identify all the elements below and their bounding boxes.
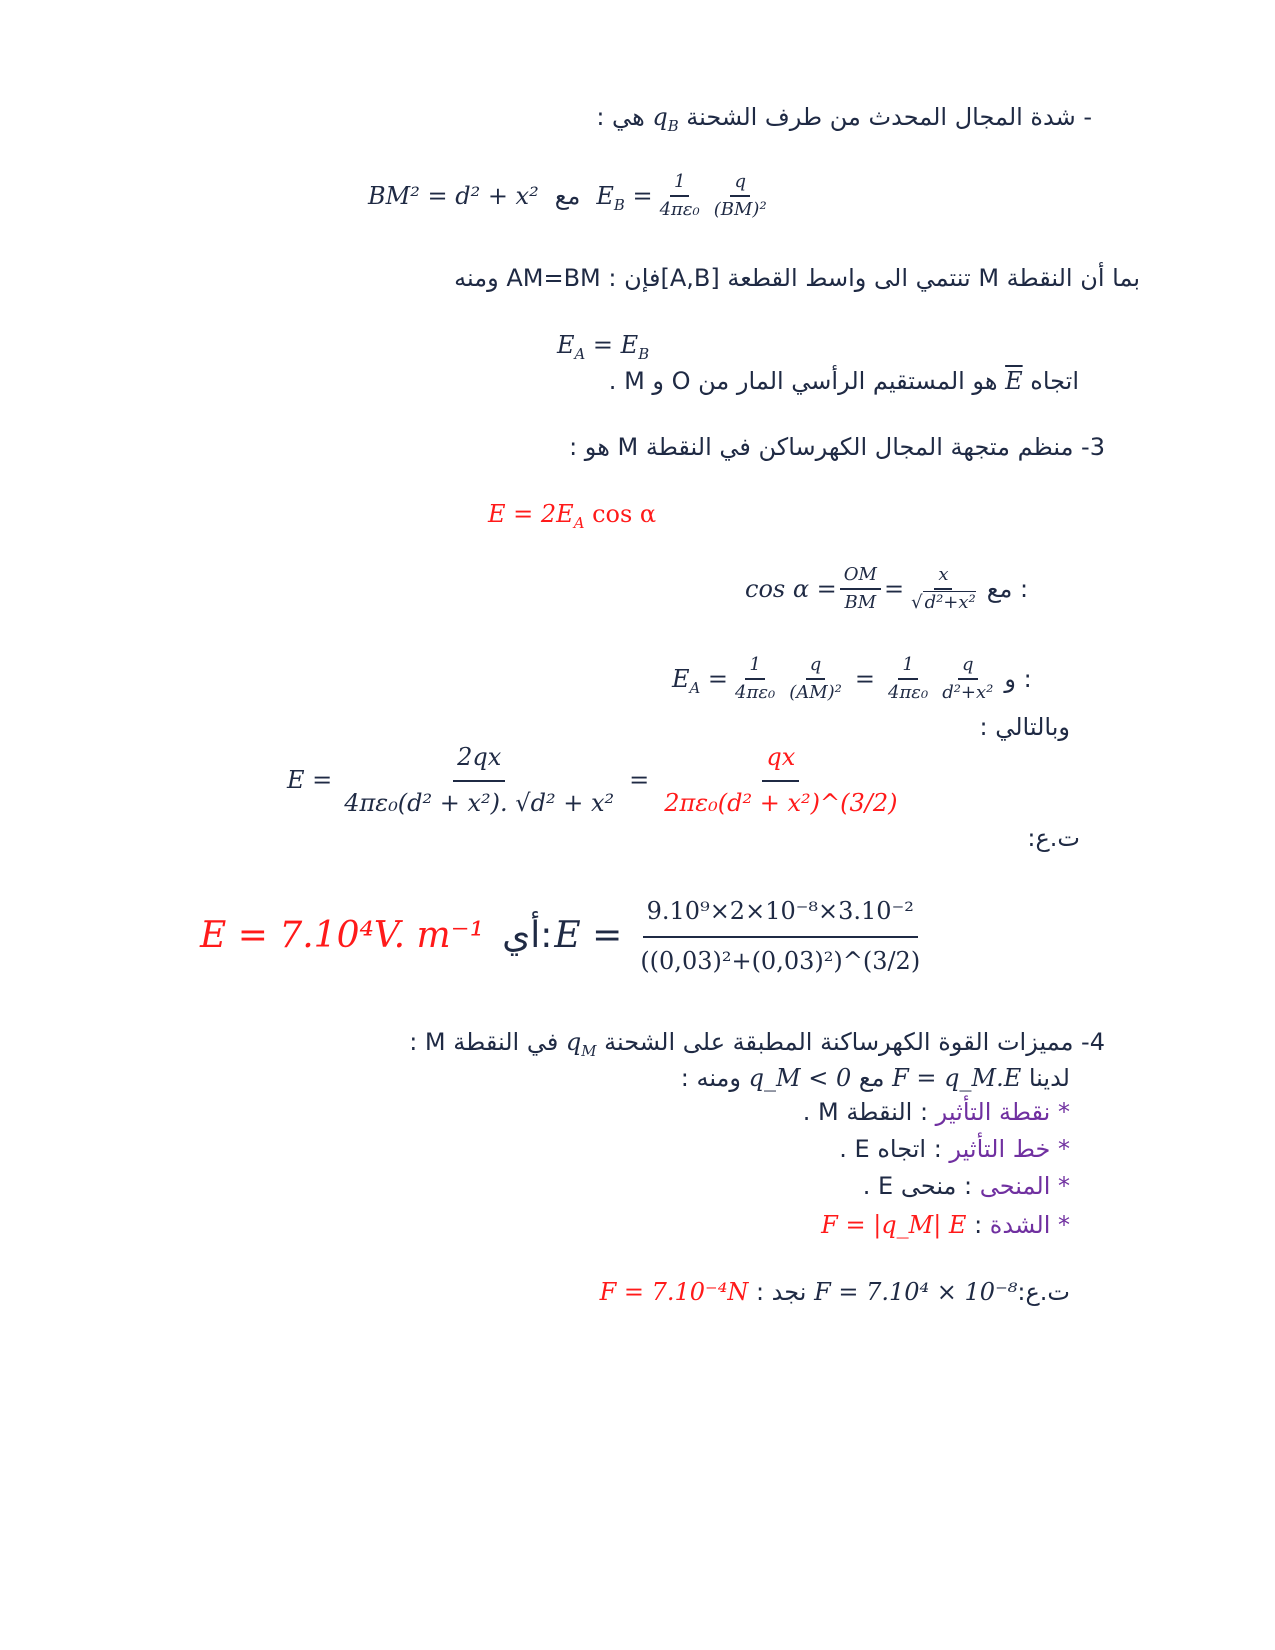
word-maa: مع xyxy=(554,182,581,210)
bullet-line-of-action: * خط التأثير : اتجاه E . xyxy=(839,1135,1070,1163)
fraction-om-bm: $\frac{OM}{BM}$ xyxy=(840,564,881,614)
eb-symbol: $E_B$ = xyxy=(596,182,653,214)
bullet-point-of-application: * نقطة التأثير : النقطة M . xyxy=(802,1098,1070,1126)
fraction-qx-red: $\frac{qx}{\text{2πε₀(d² + x²)\textasciicircum{}(3/2)}}$ xyxy=(664,743,898,817)
result-e-red: E = 7.10⁴V. m⁻¹ xyxy=(200,915,485,956)
bullet-direction: * المنحى : منحى E . xyxy=(862,1172,1070,1200)
formula-ea-equals-eb: $E_A = E_B$ xyxy=(557,331,650,363)
paragraph-line-1 xyxy=(596,102,1092,135)
paragraph-line-5: اتجاه E هو المستقيم الرأسي المار من O و M . xyxy=(608,367,1079,395)
bullet-magnitude: * الشدة : F = |q_M| E xyxy=(821,1211,1070,1239)
word-ay: أي: xyxy=(502,915,553,956)
paragraph-line-15: لدينا F = q_M.E مع q_M < 0 ومنه : xyxy=(680,1064,1070,1092)
formula-e-2ea-cos: $E = 2E_A$ cos α xyxy=(488,500,657,532)
label-ta-ain: ت.ع: xyxy=(1027,824,1080,852)
word-wa: و : xyxy=(1004,665,1032,693)
q-b-symbol: $q_B$ xyxy=(652,103,679,135)
paragraph-line-3: بما أن النقطة M تنتمي الى واسط القطعة [A,B]فإن : AM=BM ومنه xyxy=(454,264,1140,292)
line1-text-pre: - شدة المجال المحدث من طرف الشحنة xyxy=(678,103,1092,131)
formula-e-final: E = $\frac{2qx}{\text{4πε₀(d² + x²). √d² + x²}}$ = $\frac{qx}{\text{2πε₀(d² + x²)\textasciicircum{}(3/2)}}$ xyxy=(287,742,904,818)
section-3-heading: 3- منظم متجهة المجال الكهرساكن في النقطة M هو : xyxy=(569,433,1105,461)
formula-cos-alpha: cos α = $\frac{OM}{BM}$ = $\frac{x}{\text{√ d²+x²}}$ مع : xyxy=(745,564,1029,613)
section-4-heading: 4- مميزات القوة الكهرساكنة المطبقة على الشحنة $q_M$ في النقطة M : xyxy=(409,1028,1105,1060)
numeric-result-f: ت.ع:F = 7.10⁴ × 10⁻⁸ نجد : F = 7.10⁻⁴N xyxy=(599,1278,1070,1306)
formula-ea: $E_A$ = $\frac{1}{\text{4πε₀}}$ $\frac{q}{\text{(AM)²}}$ = $\frac{1}{\text{4πε₀}}$ $\frac{q}{\text{d²+x²}}$ و : xyxy=(672,654,1032,703)
line1-text-post: هي : xyxy=(596,103,653,131)
bm-squared-equation: BM² = d² + x² xyxy=(368,182,539,210)
vector-e-symbol: E xyxy=(1005,367,1023,395)
fraction-x-sqrt: $\frac{x}{\text{√ d²+x²}}$ xyxy=(911,564,976,613)
fraction-1-4pie0: $\frac{1}{\text{4πε₀}}$ xyxy=(659,171,700,220)
numeric-result-e: E = 7.10⁴V. m⁻¹ أي: E = $\frac{\text{9.10⁹×2×10⁻⁸×3.10⁻²}}{\text{((0,03)²+(0,03)²)\textasciicircum{}(3/2)}}$ xyxy=(200,897,921,975)
fraction-q-bm2: $\frac{q}{\text{(BM)²}}$ xyxy=(713,171,767,220)
word-wabittali: وبالتالي : xyxy=(979,713,1070,741)
word-maa-2: مع : xyxy=(986,575,1029,603)
formula-eb xyxy=(368,166,774,226)
